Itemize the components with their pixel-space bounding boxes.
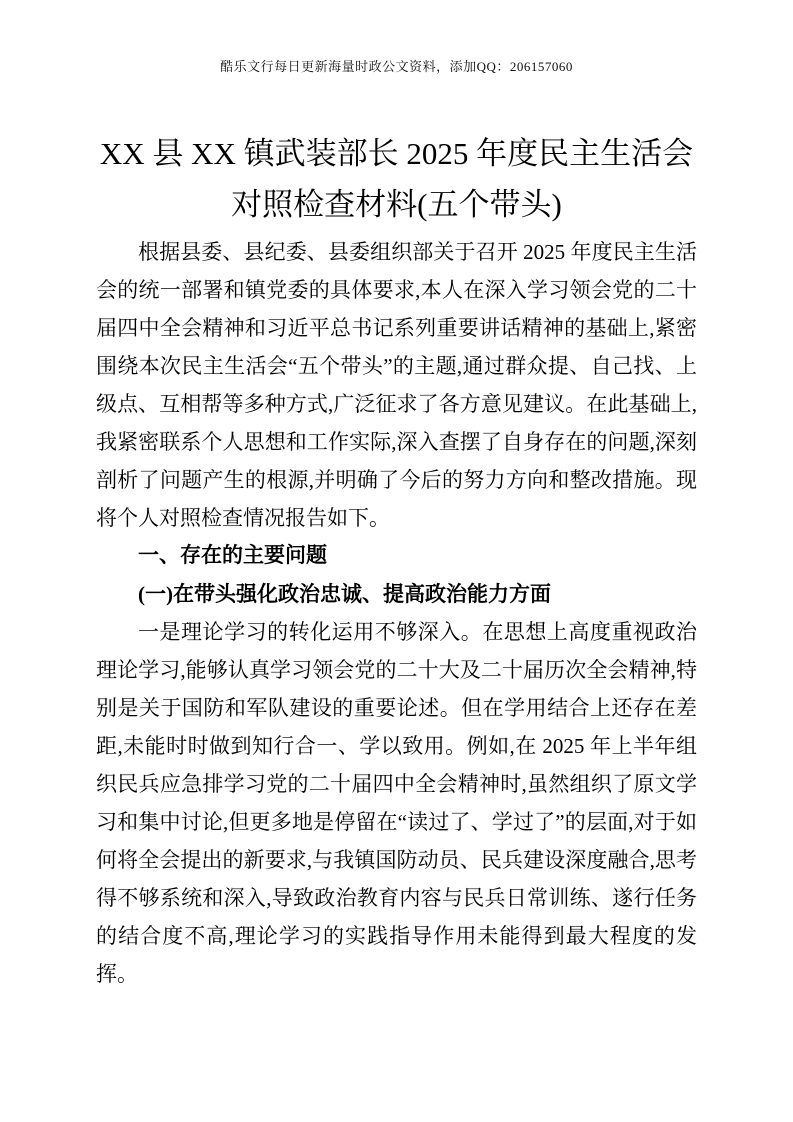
document-body: [96, 233, 697, 993]
intro-paragraph: 根据县委、县纪委、县委组织部关于召开 2025 年度民主生活会的统一部署和镇党委的具体要求,本人在深入学习领会党的二十届四中全会精神和习近平总书记系列重要讲话精神的基础上,紧密围绕本次民主生活会“五个带头”的主题,通过群众提、自己找、上级点、互相帮等多种方式,广泛征求了各方意见建议。在此基础上,我紧密联系个人思想和工作实际,深入查摆了自身存在的问题,深刻剖析了问题产生的根源,并明确了今后的努力方向和整改措施。现将个人对照检查情况报告如下。: [96, 240, 697, 530]
page-header-note: 酷乐文行每日更新海量时政公文资料，添加QQ：206157060: [220, 59, 573, 74]
subsection-heading-political-loyalty: (一)在带头强化政治忠诚、提高政治能力方面: [138, 582, 551, 606]
section-heading-main-problems: 一、存在的主要问题: [138, 544, 327, 567]
document-title: XX 县 XX 镇武装部长 2025 年度民主生活会对照检查材料(五个带头): [99, 136, 694, 222]
section-paragraph-theory-study: 一是理论学习的转化运用不够深入。在思想上高度重视政治理论学习,能够认真学习领会党的二十大及二十届历次全会精神,特别是关于国防和军队建设的重要论述。但在学用结合上还存在差距,未能时时做到知行合一、学以致用。例如,在 2025 年上半年组织民兵应急排学习党的二十届四中全会精神时,虽然组织了原文学习和集中讨论,但更多地是停留在“读过了、学过了”的层面,对于如何将全会提出的新要求,与我镇国防动员、民兵建设深度融合,思考得不够系统和深入,导致政治教育内容与民兵日常训练、遂行任务的结合度不高,理论学习的实践指导作用未能得到最大程度的发挥。: [96, 620, 697, 986]
